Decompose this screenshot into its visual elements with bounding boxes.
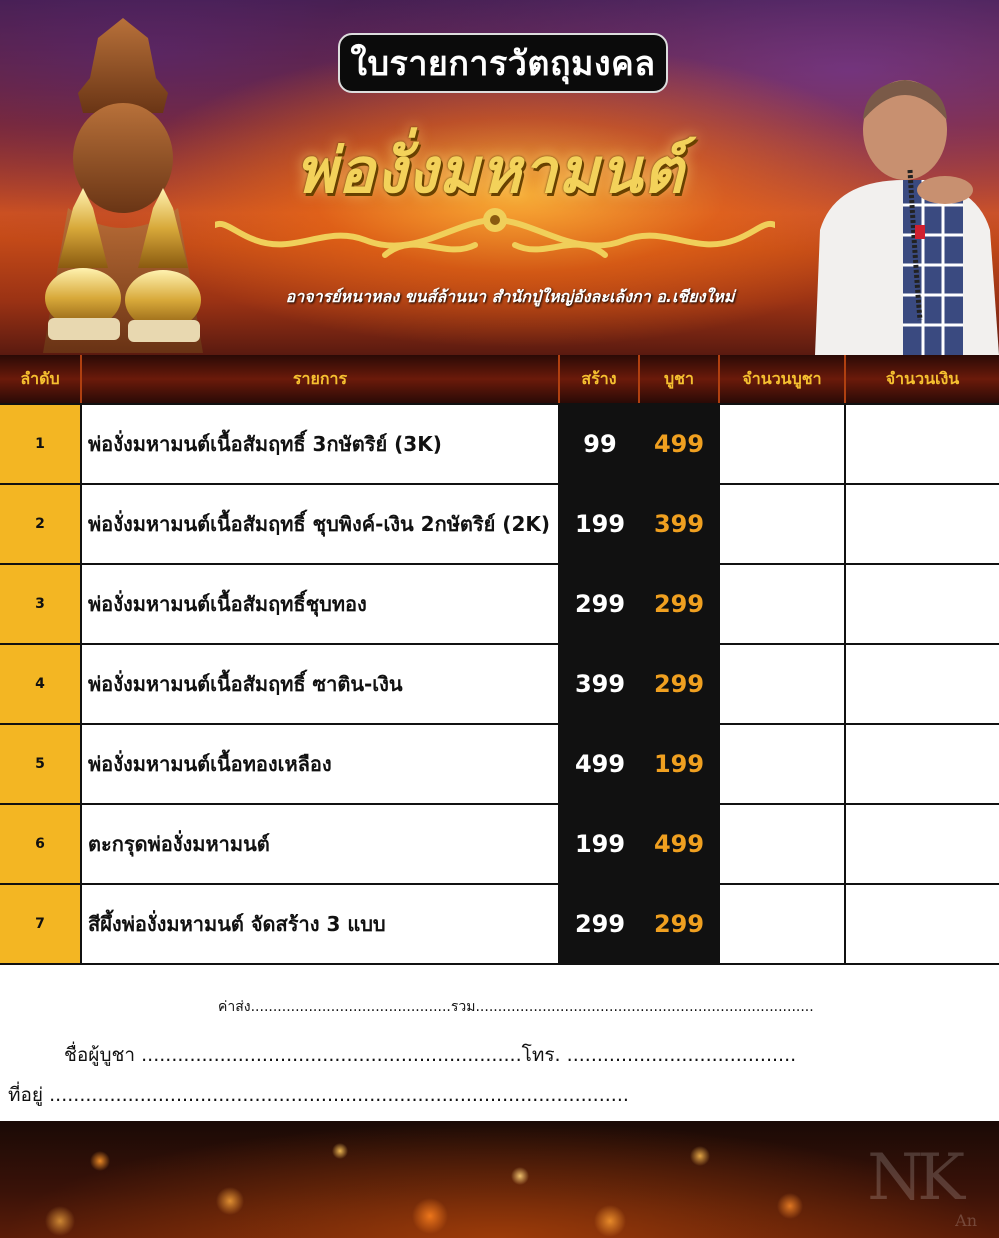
- row-number: 1: [0, 405, 80, 483]
- row-quantity-field[interactable]: [720, 885, 844, 963]
- table-row: [0, 645, 999, 725]
- row-item-name: พ่องั่งมหามนต์เนื้อสัมฤทธิ์ชุบทอง: [82, 565, 558, 643]
- header-amount: จำนวนเงิน: [885, 368, 960, 388]
- row-price: 299: [653, 670, 705, 698]
- total-input[interactable]: ............................................................................: [475, 999, 814, 1015]
- row-item-name: สีผึ้งพ่องั่งมหามนต์ จัดสร้าง 3 แบบ: [82, 885, 558, 963]
- total-label: รวม: [450, 999, 476, 1015]
- name-input[interactable]: ...............................................................: [141, 1044, 522, 1066]
- name-label: ชื่อผู้บูชา: [64, 1044, 136, 1066]
- table-row: [0, 405, 999, 485]
- row-price: 299: [653, 590, 705, 618]
- row-price: 499: [653, 430, 705, 458]
- row-price: 399: [653, 510, 705, 538]
- row-make-count: 399: [574, 670, 626, 698]
- watermark-logo: NK: [867, 1141, 959, 1215]
- phone-label: โทร.: [521, 1044, 561, 1066]
- table-row: [0, 885, 999, 965]
- row-amount-field[interactable]: [846, 885, 999, 963]
- row-item-name: พ่องั่งมหามนต์เนื้อสัมฤทธิ์ ซาติน-เงิน: [82, 645, 558, 723]
- row-number: 5: [0, 725, 80, 803]
- row-amount-field[interactable]: [846, 805, 999, 883]
- row-price: 199: [653, 750, 705, 778]
- row-quantity-field[interactable]: [720, 805, 844, 883]
- table-row: [0, 805, 999, 885]
- row-item-name: พ่องั่งมหามนต์เนื้อสัมฤทธิ์ ชุบพิงค์-เงิน 2กษัตริย์ (2K): [82, 485, 558, 563]
- address-input[interactable]: ................................................................................................: [49, 1084, 629, 1106]
- header-item: รายการ: [82, 355, 560, 403]
- table-row: [0, 485, 999, 565]
- row-make-count: 199: [574, 510, 626, 538]
- header-quantity: จำนวนบูชา: [720, 355, 846, 403]
- address-label: ที่อยู่: [8, 1084, 44, 1106]
- buddha-statue-image: [28, 18, 218, 353]
- row-item-name: พ่องั่งมหามนต์เนื้อทองเหลือง: [82, 725, 558, 803]
- row-quantity-field[interactable]: [720, 725, 844, 803]
- banner-subtitle: อาจารย์หนาหลง ขนส์ล้านนา สำนักปู่ใหญ่อังละเล้งกา อ.เชียงใหม่: [285, 287, 735, 306]
- shipping-input[interactable]: .............................................: [250, 999, 451, 1015]
- header-number: ลำดับ: [0, 355, 82, 403]
- row-number: 4: [0, 645, 80, 723]
- row-quantity-field[interactable]: [720, 645, 844, 723]
- row-price: 299: [653, 910, 705, 938]
- order-table: [0, 355, 999, 965]
- row-amount-field[interactable]: [846, 485, 999, 563]
- row-item-name: ตะกรุดพ่องั่งมหามนต์: [82, 805, 558, 883]
- table-header: [0, 355, 999, 403]
- row-number: 7: [0, 885, 80, 963]
- monk-portrait-image: [795, 60, 999, 355]
- row-amount-field[interactable]: [846, 565, 999, 643]
- header-make: สร้าง: [560, 355, 640, 403]
- row-item-name: พ่องั่งมหามนต์เนื้อสัมฤทธิ์ 3กษัตริย์ (3K): [82, 405, 558, 483]
- gold-ornament-divider: [215, 200, 775, 270]
- row-number: 2: [0, 485, 80, 563]
- row-amount-field[interactable]: [846, 645, 999, 723]
- row-quantity-field[interactable]: [720, 405, 844, 483]
- row-price: 499: [653, 830, 705, 858]
- shipping-label: ค่าส่ง: [218, 999, 251, 1015]
- row-number: 6: [0, 805, 80, 883]
- row-make-count: 99: [583, 430, 617, 458]
- row-make-count: 299: [574, 590, 626, 618]
- row-quantity-field[interactable]: [720, 485, 844, 563]
- table-row: [0, 725, 999, 805]
- phone-input[interactable]: ......................................: [566, 1044, 797, 1066]
- row-quantity-field[interactable]: [720, 565, 844, 643]
- row-number: 3: [0, 565, 80, 643]
- table-row: [0, 565, 999, 645]
- name-phone-line: [64, 1040, 796, 1070]
- row-amount-field[interactable]: [846, 405, 999, 483]
- row-amount-field[interactable]: [846, 725, 999, 803]
- amulet-name-title: พ่องั่งมหามนต์: [295, 134, 685, 207]
- document-title: ใบรายการวัตถุมงคล: [338, 33, 668, 93]
- row-make-count: 299: [574, 910, 626, 938]
- shipping-total-line: [218, 996, 814, 1018]
- watermark-sub: An: [955, 1211, 977, 1230]
- address-line: [8, 1080, 629, 1110]
- header-price: บูชา: [640, 355, 720, 403]
- header-banner: [0, 0, 999, 355]
- row-make-count: 499: [574, 750, 626, 778]
- row-make-count: 199: [574, 830, 626, 858]
- footer-bokeh-background: [0, 1121, 999, 1238]
